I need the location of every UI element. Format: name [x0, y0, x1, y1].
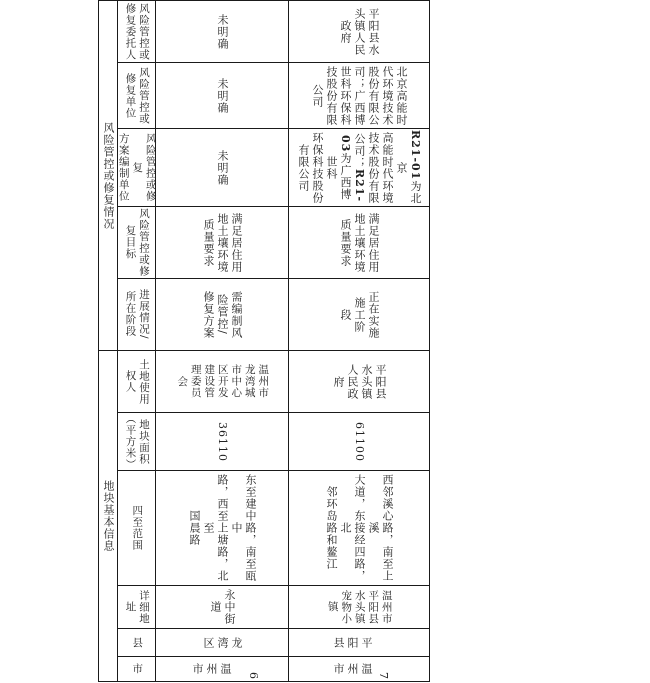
section-title-basic: 地块基本信息 [102, 480, 115, 552]
header-progress: 进展情况/ 所在阶段 [124, 289, 150, 340]
row7-repair-unit: 北京高能时 代环境技术 股份有限公 司；广西博 世科环保科 技股份有限 公司 [311, 65, 408, 126]
row6-city: 温 州 市 [191, 663, 232, 675]
row7-plan-unit [289, 129, 429, 206]
row6-address: 永中街 道 [209, 589, 236, 625]
header-city: 市 [131, 663, 144, 675]
row6-area: 36110 [216, 421, 229, 462]
row6-county: 龙 湾 区 [202, 636, 243, 649]
header-county: 县 [131, 636, 144, 649]
header-repair-unit: 风险管控或 修复单位 [124, 66, 150, 125]
row7-target: 满足居住用 地土壤环境 质量要求 [339, 212, 380, 273]
row7-progress: 正在实施 施工阶 段 [339, 290, 380, 339]
section-title-risk: 风险管控或修复情况 [102, 121, 115, 230]
row7-plan-unit-text: R21-01为北京 高能时代环境 技术股份有限 公司；R21-03为广西博世科 环保科技股份 有限公司 [297, 130, 422, 205]
row7-city: 温 州 市 [332, 663, 373, 675]
header-client: 风险管控或 修复委托人 [124, 2, 150, 61]
row6-boundary: 东至建中路，南至瓯中 路，西至上塘路，北至 国晨路 [188, 474, 257, 582]
row6-client: 未明确 [216, 13, 229, 50]
row7-address: 温州市 平阳县 水头镇 宠物小 镇 [326, 589, 393, 625]
row6-index: 6 [246, 671, 260, 679]
header-boundary: 四至范围 [131, 505, 144, 551]
col-sep-row7-right [429, 0, 430, 682]
row6-plan-unit: 未明确 [216, 149, 229, 186]
row7-area: 61100 [353, 421, 366, 462]
row7-county: 平 阳 县 [332, 636, 373, 649]
row6-progress: 需编制风 险管控/ 修复方案 [202, 290, 243, 339]
row7-land-user: 平阳县 水头镇 人民政 府 [332, 363, 387, 400]
row7-client: 平阳县水 头镇人民 政府 [339, 7, 380, 56]
header-plan-unit: 风险管控或修复 方案编制单位 [117, 133, 157, 202]
row6-land-user: 温州市 龙湾城 市中心 区开发 建设管 理委员 会 [176, 364, 270, 399]
header-land-user: 土地使用 权人 [124, 358, 150, 405]
row6-target: 满足居住用 地土壤环境 质量要求 [202, 212, 243, 273]
row7-boundary: 西邻溪心路，南至上溪 大道，东接经四路，北 邻环岛路和鳌江 [325, 474, 394, 582]
header-address: 详细地 址 [124, 589, 150, 625]
header-area: 地块面积 （平方米） [124, 413, 150, 471]
row6-repair-unit: 未明确 [216, 77, 229, 114]
header-target: 风险管控或修 复目标 [124, 208, 150, 277]
row7-index: 7 [376, 671, 390, 679]
